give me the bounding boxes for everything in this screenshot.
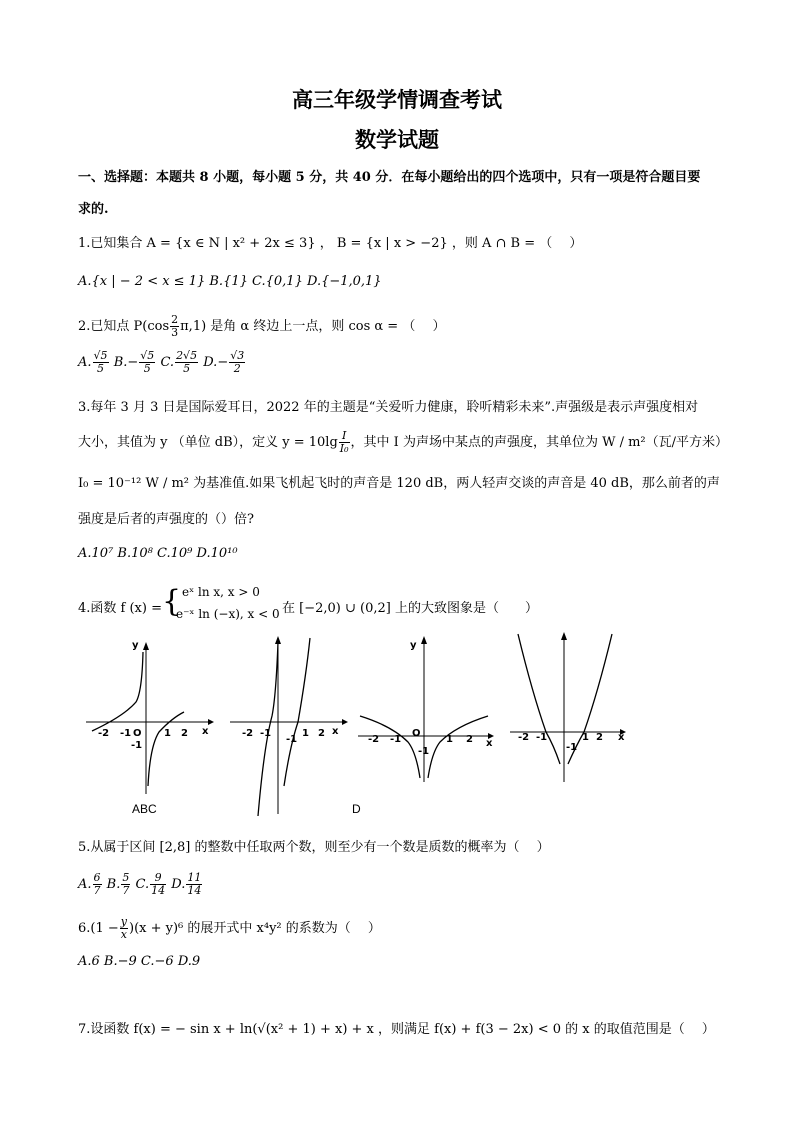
q4-case2: e⁻ˣ ln (−x), x < 0 (176, 607, 280, 621)
svg-text:O: O (133, 728, 142, 739)
svg-text:-1: -1 (566, 742, 578, 753)
svg-text:-1: -1 (131, 740, 143, 751)
q2-stem-pre: 2.已知点 P(cos (78, 319, 170, 334)
svg-text:2: 2 (596, 732, 603, 743)
q4-stem-post: 在 [−2,0) ∪ (0,2] 上的大致图象是（ ） (282, 601, 538, 616)
q5-opt-d: D. $\frac{11}{14}$ (171, 871, 202, 897)
q5-opt-c: C. $\frac{9}{14}$ (135, 871, 166, 897)
q4-graph-d (508, 632, 632, 792)
q4-brace: { (162, 584, 182, 619)
svg-text:-2: -2 (242, 728, 254, 739)
section-heading-line2: 求的. (78, 202, 109, 217)
svg-text:x: x (202, 726, 209, 737)
q5-stem: 5.从属于区间 [2,8] 的整数中任取两个数，则至少有一个数是质数的概率为（ ） (78, 840, 550, 855)
q4-graph-b (228, 636, 358, 816)
q3-options: A.10⁷ B.10⁸ C.10⁹ D.10¹⁰ (78, 546, 238, 561)
q5-opt-b: B. $\frac{5}{7}$ (106, 871, 130, 897)
svg-text:1: 1 (582, 732, 589, 743)
q4-label-abc: ABC (132, 802, 157, 816)
q2-fraction (170, 314, 179, 339)
q6-stem: 6.(1 − $\frac{y}{x}$ )(x + y)⁶ 的展开式中 x⁴y² 的系数为（ ） (78, 915, 381, 941)
q6-options: A.6 B.−9 C.−6 D.9 (78, 954, 201, 969)
svg-text:y: y (410, 640, 417, 651)
svg-text:2: 2 (318, 728, 325, 739)
svg-text:1: 1 (302, 728, 309, 739)
section-heading-line1: 一、选择题：本题共 8 小题，每小题 5 分，共 40 分．在每小题给出的四个选项中，只有一项是符合题目要 (78, 170, 701, 185)
q1-stem: 1.已知集合 A = {x ∈ N | x² + 2x ≤ 3} ， B = {x | x > −2} ，则 A ∩ B = （ ） (78, 236, 583, 251)
q2-stem-post: π,1) 是角 α 终边上一点，则 cos α = （ ） (180, 319, 446, 334)
q4-graph-a (84, 636, 214, 796)
q2-opt-d: D.− $\frac{√3}{2}$ (203, 349, 245, 375)
q3-line4: 强度是后者的声强度的（）倍? (78, 512, 254, 527)
svg-text:2: 2 (181, 728, 188, 739)
q3-line1: 3.每年 3 月 3 日是国际爱耳日，2022 年的主题是“关爱听力健康，聆听精彩未来”.声强级是表示声强度相对 (78, 400, 699, 415)
svg-text:-1: -1 (536, 732, 548, 743)
q7-stem: 7.设函数 f(x) = − sin x + ln(√(x² + 1) + x) + x ，则满足 f(x) + f(3 − 2x) < 0 的 x 的取值范围是（ ） (78, 1022, 715, 1037)
page-subtitle: 数学试题 (355, 127, 439, 152)
q3-line3: I₀ = 10⁻¹² W / m² 为基准值.如果飞机起飞时的声音是 120 dB，两人轻声交谈的声音是 40 dB，那么前者的声 (78, 476, 720, 491)
svg-text:O: O (412, 728, 421, 739)
page-title: 高三年级学情调查考试 (292, 87, 502, 112)
svg-text:-1: -1 (390, 734, 402, 745)
q4-stem-pre: 4.函数 f (x) = (78, 601, 162, 616)
svg-text:-2: -2 (368, 734, 380, 745)
svg-text:1: 1 (164, 728, 171, 739)
svg-text:1: 1 (446, 734, 453, 745)
q3-line2: 大小，其值为 y （单位 dB），定义 y = 10lg $\frac{I}{\text{I₀}}$ ，其中 I 为声场中某点的声强度，其单位为 W / m²（瓦/平方米） (78, 429, 729, 455)
svg-text:-2: -2 (518, 732, 530, 743)
svg-text:-1: -1 (260, 728, 272, 739)
svg-text:x: x (332, 726, 339, 737)
q2-frac-num: 2 (171, 313, 179, 326)
q4-case1: eˣ ln x, x > 0 (182, 585, 260, 599)
svg-text:y: y (132, 640, 139, 651)
svg-text:-1: -1 (120, 728, 132, 739)
q2-stem (78, 314, 445, 339)
svg-text:-1: -1 (286, 734, 298, 745)
svg-text:-2: -2 (98, 728, 110, 739)
q2-opt-c: C. $\frac{2√5}{5}$ (160, 349, 198, 375)
q2-options (78, 350, 246, 375)
q5-options (78, 872, 203, 897)
q2-frac-den: 3 (171, 326, 179, 339)
svg-text:x: x (618, 732, 625, 743)
q4-label-d: D (352, 802, 361, 816)
q1-options: A.{x | − 2 < x ≤ 1} B.{1} C.{0,1} D.{−1,0,1} (78, 274, 382, 289)
svg-text:-1: -1 (418, 746, 430, 757)
svg-text:2: 2 (466, 734, 473, 745)
q2-opt-b: B.− $\frac{√5}{5}$ (113, 349, 155, 375)
q5-opt-a: A. $\frac{6}{7}$ (78, 871, 101, 897)
q4-graph-c (356, 634, 498, 784)
q2-opt-a: A. $\frac{√5}{5}$ (78, 349, 108, 375)
svg-text:x: x (486, 738, 493, 749)
